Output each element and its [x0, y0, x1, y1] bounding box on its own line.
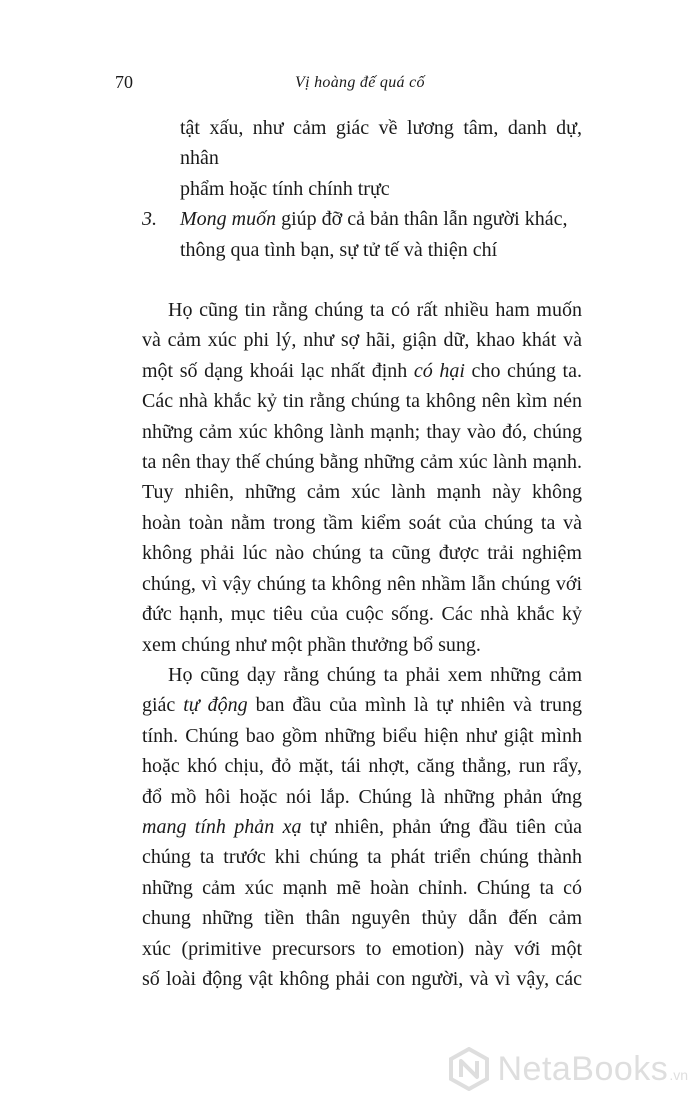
watermark-suffix: .vn — [669, 1067, 688, 1083]
text-line: xem chúng như một phần thưởng bổ sung. — [142, 633, 481, 656]
page-header — [115, 72, 585, 102]
emphasis-text: Mong muốn — [180, 208, 277, 231]
text-line — [142, 356, 582, 386]
text-segment: giác — [142, 694, 184, 717]
emphasis-text: tự động — [183, 694, 248, 717]
text-segment: ban đầu của mình là tự nhiên và trung — [247, 694, 583, 717]
text-line: tính. Chúng bao gồm những biểu hiện như giật mình — [142, 724, 582, 747]
text-segment: cho chúng ta. — [464, 359, 582, 382]
text-line: thông qua tình bạn, sự tử tế và thiện chí — [180, 238, 498, 261]
text-line: những cảm xúc mạnh mẽ hoàn chỉnh. Chúng ta có — [142, 876, 582, 899]
netabooks-logo-icon — [447, 1047, 491, 1091]
text-line — [142, 812, 582, 842]
text-line: và cảm xúc phi lý, như sợ hãi, giận dữ, khao khát và — [142, 329, 582, 352]
section-gap — [142, 265, 582, 295]
text-line: chung những tiền thân nguyên thủy dẫn đến cảm — [142, 907, 582, 930]
text-line: tật xấu, như cảm giác về lương tâm, danh dự, nhân — [180, 117, 582, 170]
text-line: ta nên thay thế chúng bằng những cảm xúc lành mạnh. — [142, 451, 582, 474]
text-line: Họ cũng tin rằng chúng ta có rất nhiều ham muốn — [168, 299, 582, 322]
page-number: 70 — [115, 72, 133, 92]
list-number: 3. — [142, 208, 157, 231]
paragraph-1 — [142, 295, 582, 660]
list-item-continuation — [180, 113, 582, 204]
body-text — [142, 113, 582, 994]
emphasis-text: mang tính phản xạ — [142, 815, 302, 838]
text-line: Các nhà khắc kỷ tin rằng chúng ta không nên kìm nén — [142, 390, 582, 413]
text-line: hoàn toàn nằm trong tầm kiểm soát của chúng ta và — [142, 511, 582, 534]
text-line — [180, 204, 582, 234]
list-item-3 — [142, 204, 582, 265]
text-line: đức hạnh, mục tiêu của cuộc sống. Các nhà khắc kỷ — [142, 603, 582, 626]
watermark — [447, 1047, 688, 1091]
text-line: đổ mồ hôi hoặc nói lắp. Chúng là những phản ứng — [142, 785, 582, 808]
text-line: những cảm xúc không lành mạnh; thay vào đó, chúng — [142, 420, 582, 443]
text-line: Họ cũng dạy rằng chúng ta phải xem những cảm — [168, 663, 582, 686]
text-line: Tuy nhiên, những cảm xúc lành mạnh này không — [142, 481, 582, 504]
text-line: chúng ta trước khi chúng ta phát triển chúng thành — [142, 846, 582, 869]
text-line: chúng, vì vậy chúng ta không nên nhầm lẫn chúng với — [142, 572, 582, 595]
text-segment: một số dạng khoái lạc nhất định — [142, 359, 414, 382]
text-line: hoặc khó chịu, đỏ mặt, tái nhợt, căng thẳng, run rẩy, — [142, 755, 582, 778]
text-segment: giúp đỡ cả bản thân lẫn người khác, — [276, 208, 568, 231]
text-line: số loài động vật không phải con người, và vì vậy, các — [142, 967, 582, 990]
text-line — [142, 690, 582, 720]
emphasis-text: có hại — [413, 359, 465, 382]
running-title: Vị hoàng đế quá cố — [295, 74, 425, 91]
paragraph-2 — [142, 660, 582, 994]
watermark-brand: NetaBooks — [497, 1049, 669, 1088]
text-segment: tự nhiên, phản ứng đầu tiên của — [301, 815, 582, 838]
text-line: phẩm hoặc tính chính trực — [180, 177, 390, 200]
text-line: xúc (primitive precursors to emotion) này với một — [142, 937, 582, 960]
text-line: không phải lúc nào chúng ta cũng được trải nghiệm — [142, 542, 582, 565]
